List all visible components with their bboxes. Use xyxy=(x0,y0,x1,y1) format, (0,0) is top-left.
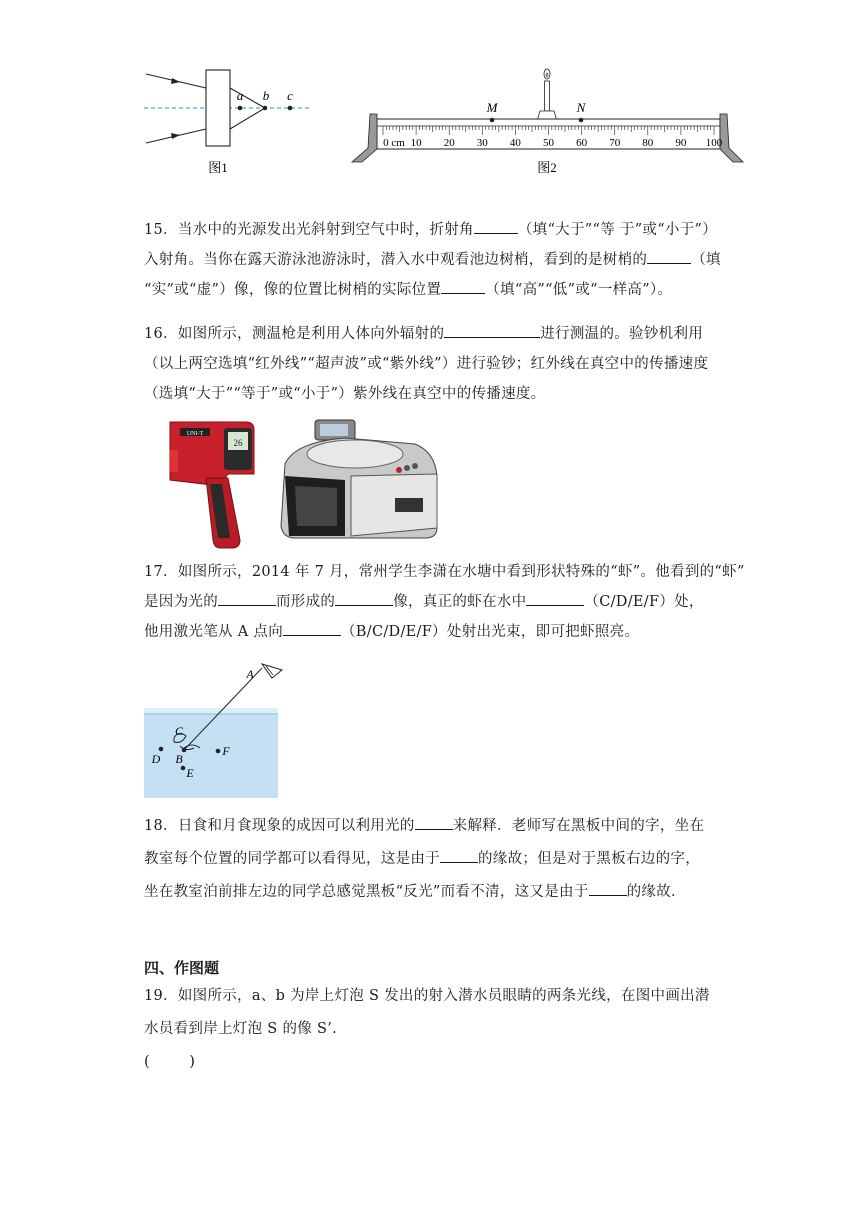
question-19 xyxy=(144,981,719,1080)
svg-text:A: A xyxy=(246,667,254,681)
q15-text: 15．当水中的光源发出光斜射到空气中时，折射角 xyxy=(144,222,474,238)
point-m xyxy=(490,118,495,123)
label-a: a xyxy=(236,88,244,103)
label-c: c xyxy=(287,88,293,103)
point-b xyxy=(263,106,268,111)
figure-2 xyxy=(350,66,745,178)
ruler-tick-label: 10 xyxy=(410,137,422,149)
svg-text:F: F xyxy=(222,744,230,758)
ruler-tick-label: 60 xyxy=(576,137,588,149)
question-15 xyxy=(144,215,719,305)
money-counter-image xyxy=(275,416,443,550)
q15-text: “实”或“虚”）像，像的位置比树梢的实际位置 xyxy=(144,282,442,298)
q19-text: 水员看到岸上灯泡 S 的像 S’. xyxy=(144,1021,338,1037)
q17-blank-2[interactable] xyxy=(335,587,393,606)
q16-text: 16．如图所示，测温枪是利用人体向外辐射的 xyxy=(144,326,445,342)
ruler-tick-label: 20 xyxy=(443,137,455,149)
ruler-tick-label: 30 xyxy=(476,137,488,149)
ruler-tick-label: 50 xyxy=(543,137,554,149)
svg-text:26: 26 xyxy=(233,438,243,448)
q15-text: （填 xyxy=(691,252,721,268)
q18-blank-2[interactable] xyxy=(440,844,478,863)
q15-text: 入射角。当你在露天游泳池游泳时，潜入水中观看池边树梢，看到的是树梢的 xyxy=(144,252,648,268)
label-n: N xyxy=(576,100,586,115)
q15-blank-2[interactable] xyxy=(647,245,691,264)
q17-text: 而形成的 xyxy=(276,594,336,610)
q15-blank-3[interactable] xyxy=(441,275,485,294)
q17-blank-3[interactable] xyxy=(526,587,584,606)
q18-text: 的缘故． xyxy=(626,884,686,900)
svg-text:E: E xyxy=(186,766,194,780)
label-b: b xyxy=(262,88,270,103)
q17-text: 他用激光笔从 A 点向 xyxy=(144,624,283,640)
q18-blank-3[interactable] xyxy=(589,877,627,896)
q17-text: 是因为光的 xyxy=(144,594,218,610)
q16-text: （选填“大于”“等于”或“小于”）紫外线在真空中的传播速度。 xyxy=(144,386,546,402)
ruler-tick-label: 40 xyxy=(509,137,521,149)
q19-text: 19．如图所示，a、b 为岸上灯泡 S 发出的射入潜水员眼睛的两条光线，在图中画出潜 xyxy=(144,988,710,1004)
q16-text: 进行测温的。验钞机利用 xyxy=(540,326,704,342)
q16-text: （以上两空选填“红外线”“超声波”或“紫外线”）进行验钞；红外线在真空中的传播速度 xyxy=(144,356,709,372)
q18-text: 来解释．老师写在黑板中间的字，坐在 xyxy=(452,818,705,834)
q17-text: 17．如图所示，2014 年 7 月，常州学生李潇在水塘中看到形状特殊的“虾”。他看到的“虾” xyxy=(144,564,745,580)
ruler-tick-label: 90 xyxy=(675,137,687,149)
q17-blank-4[interactable] xyxy=(283,617,341,636)
glass-block xyxy=(206,70,230,146)
answer-box[interactable]: ( ) xyxy=(144,1054,196,1070)
question-18 xyxy=(144,811,719,910)
ruler-tick-label: 0 cm xyxy=(383,137,405,149)
svg-text:D: D xyxy=(151,752,161,766)
point-f xyxy=(216,749,221,754)
svg-text:B: B xyxy=(175,752,183,766)
q18-blank-1[interactable] xyxy=(415,811,453,830)
svg-text:UNI-T: UNI-T xyxy=(186,431,204,437)
point-e xyxy=(181,766,186,771)
ruler-tick-label: 70 xyxy=(609,137,621,149)
q15-text: （填“高”“低”或“一样高”）。 xyxy=(485,282,673,298)
point-c xyxy=(288,106,293,111)
q16-blank-1[interactable] xyxy=(444,319,540,338)
point-n xyxy=(579,118,584,123)
ruler-tick-label: 100 xyxy=(705,137,723,149)
figure-shrimp-pond xyxy=(140,656,290,802)
q17-blank-1[interactable] xyxy=(218,587,276,606)
question-16 xyxy=(144,319,719,409)
q15-blank-1[interactable] xyxy=(474,215,518,234)
q17-text: （C/D/E/F）处， xyxy=(584,594,704,610)
section-heading: 四、作图题 xyxy=(144,959,220,977)
question-17 xyxy=(144,557,745,647)
q18-text: 18．日食和月食现象的成因可以利用光的 xyxy=(144,818,415,834)
label-m: M xyxy=(486,100,498,115)
point-d xyxy=(159,747,164,752)
svg-text:C: C xyxy=(174,724,184,738)
q18-text: 教室每个位置的同学都可以看得见，这是由于 xyxy=(144,851,440,867)
q15-text: （填“大于”“等 于”或“小于”） xyxy=(517,222,718,238)
figure-1 xyxy=(140,62,310,177)
q18-text: 坐在教室泊前排左边的同学总感觉黑板“反光”而看不清，这又是由于 xyxy=(144,884,589,900)
q18-text: 的缘故；但是对于黑板右边的字， xyxy=(478,851,700,867)
fig2-caption: 图2 xyxy=(537,160,557,175)
thermometer-gun-image xyxy=(166,416,258,550)
q17-text: （B/C/D/E/F）处射出光束，即可把虾照亮。 xyxy=(341,624,640,640)
ruler-tick-label: 80 xyxy=(642,137,654,149)
q17-text: 像，真正的虾在水中 xyxy=(393,594,527,610)
fig1-caption: 图1 xyxy=(208,160,228,175)
point-a xyxy=(238,106,243,111)
